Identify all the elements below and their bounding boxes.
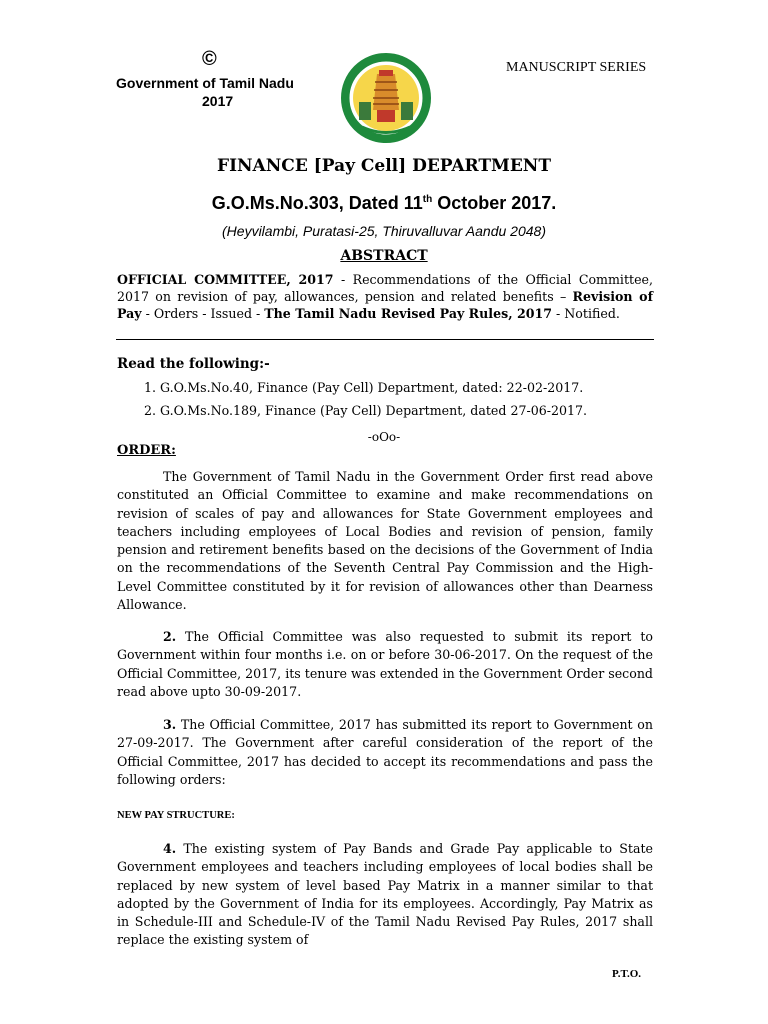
abstract-bold-committee: OFFICIAL COMMITTEE, 2017 [117,272,334,287]
order-heading: ORDER: [117,443,176,458]
abstract-text-3: - Notified. [552,306,620,321]
order-paragraph-3 [117,716,653,789]
government-name [116,74,316,110]
order-paragraph-1 [117,468,653,614]
please-turn-over-label: P.T.O. [612,968,642,980]
paragraph-number: 4. [163,841,177,856]
order-paragraph-3-text: The Official Committee, 2017 has submitted its report to Government on 27-09-2017. The Government after careful consideration of the report of the Official Committee, 2017 has decided to accept its recommendations and pass the following orders: [117,717,653,787]
abstract-text-2: - Orders - Issued - [141,306,265,321]
order-paragraph-2 [117,628,653,701]
tamil-calendar-date: (Heyvilambi, Puratasi-25, Thiruvalluvar Aandu 2048) [222,223,546,239]
government-year: 2017 [202,93,234,109]
order-paragraph-4 [117,840,653,950]
order-paragraph-2-text: The Official Committee was also requested to submit its report to Government within four months i.e. on or before 30-06-2017. On the request of the Official Committee, 2017, its tenure was extended in the Government Order second read above upto 30-09-2017. [117,629,653,699]
go-number-sup: th [422,194,433,205]
go-number-heading [0,193,768,214]
order-paragraph-1-text: The Government of Tamil Nadu in the Government Order first read above constituted an Official Committee to examine and make recommendations on revision of scales of pay and allowances for State Government employees and teachers including employees of Local Bodies and revision of pension, family pension and retirement benefits based on the decisions of the Government of India on the recommendations of the Seventh Central Pay Commission and the High-Level Committee constituted by it for revision of allowances other than Dearness Allowance. [117,469,653,613]
paragraph-number: 2. [163,629,177,644]
go-number-prefix: G.O.Ms.No.303, Dated 11 [211,193,423,213]
abstract-label: ABSTRACT [340,248,428,264]
paragraph-number: 3. [163,717,177,732]
reference-item: 1. G.O.Ms.No.40, Finance (Pay Cell) Department, dated: 22-02-2017. [144,380,584,395]
section-separator: -oOo- [367,430,401,444]
department-title: FINANCE [Pay Cell] DEPARTMENT [217,156,551,176]
abstract-bold-rules: The Tamil Nadu Revised Pay Rules, 2017 [264,306,553,321]
new-pay-structure-heading: NEW PAY STRUCTURE: [117,810,235,821]
copyright-symbol: © [202,48,217,70]
abstract-bold-revision: Revision of Pay [117,289,653,321]
abstract-text-1: - Recommendations of the Official Committee, 2017 on revision of pay, allowances, pension and related benefits – [117,272,653,304]
reference-item: 2. G.O.Ms.No.189, Finance (Pay Cell) Department, dated 27-06-2017. [144,403,588,418]
abstract-paragraph [117,271,653,322]
read-following-heading: Read the following:- [117,356,270,372]
horizontal-rule [116,339,654,340]
go-number-suffix: October 2017. [432,193,557,213]
manuscript-series-label: MANUSCRIPT SERIES [506,60,647,75]
order-paragraph-4-text: The existing system of Pay Bands and Grade Pay applicable to State Government employees and teachers including employees of local bodies shall be replaced by new system of level based Pay Matrix in a manner similar to that adopted by the Government of India for its employees. Accordingly, Pay Matrix as in Schedule-III and Schedule-IV of the Tamil Nadu Revised Pay Rules, 2017 shall replace the existing system of [117,841,653,948]
tamil-nadu-emblem-icon [337,52,435,144]
government-label: Government of Tamil Nadu [116,75,294,91]
